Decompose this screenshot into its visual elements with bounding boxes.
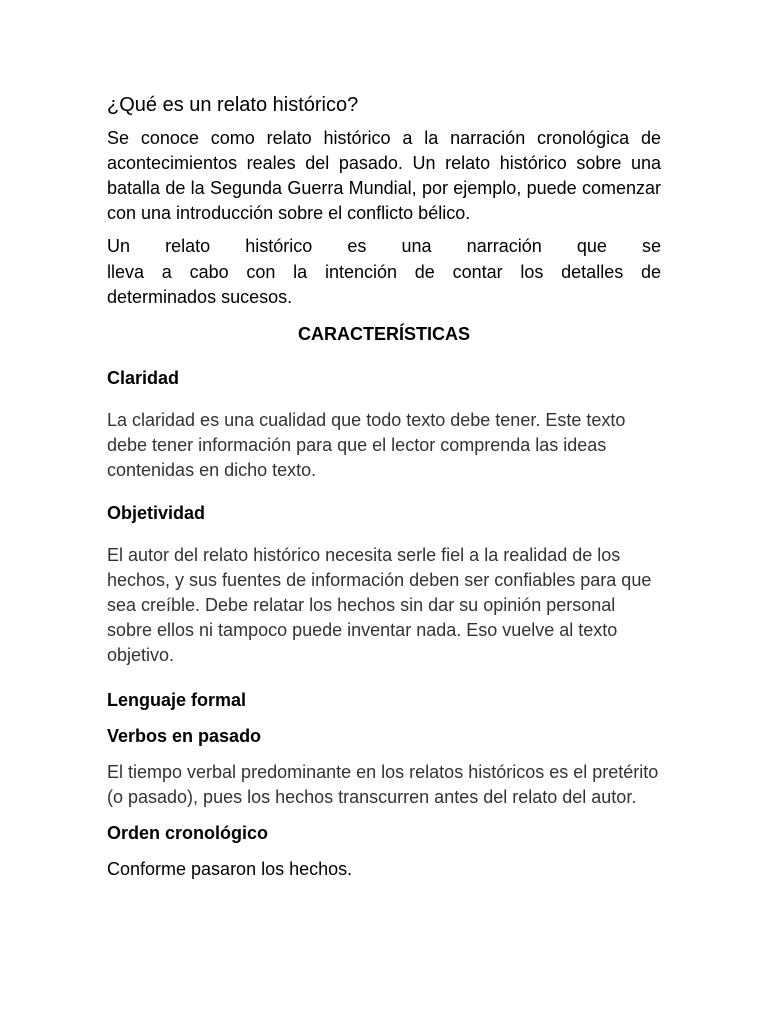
section-text-objetividad: El autor del relato histórico necesita serle fiel a la realidad de los hechos, y sus fuentes de información deben ser confiables para que sea creíble. Debe relatar los hechos sin dar su opinión personal sobre ellos ni tampoco puede inventar nada. Eso vuelve al texto objetivo. xyxy=(107,544,652,665)
intro-paragraph-2 xyxy=(107,234,661,311)
section-text-orden: Conforme pasaron los hechos. xyxy=(107,858,353,879)
intro-paragraph-1: Se conoce como relato histórico a la narración cronológica de acontecimientos reales del pasado. Un relato histórico sobre una batalla de la Segunda Guerra Mundial, por ejemplo, puede comenzar con una introducción sobre el conflicto bélico. xyxy=(107,128,661,223)
characteristics-heading: CARACTERÍSTICAS xyxy=(297,323,470,344)
page-title: ¿Qué es un relato histórico? xyxy=(107,94,359,116)
intro-paragraph-2-line-3: determinados sucesos. xyxy=(107,287,293,307)
section-text-claridad: La claridad es una cualidad que todo texto debe tener. Este texto debe tener información para que el lector comprenda las ideas contenidas en dicho texto. xyxy=(107,409,626,480)
intro-paragraph-2-line-2: lleva a cabo con la intención de contar los detalles de xyxy=(107,261,661,282)
intro-paragraph-2-line-1: Un relato histórico es una narración que se xyxy=(107,236,661,256)
section-heading-lenguaje: Lenguaje formal xyxy=(107,689,247,710)
section-heading-claridad: Claridad xyxy=(107,367,180,388)
section-heading-objetividad: Objetividad xyxy=(107,502,206,523)
section-heading-orden: Orden cronológico xyxy=(107,822,269,843)
section-heading-verbos: Verbos en pasado xyxy=(107,725,262,746)
section-text-verbos: El tiempo verbal predominante en los relatos históricos es el pretérito (o pasado), pues los hechos transcurren antes del relato del autor. xyxy=(107,761,659,807)
document-page xyxy=(107,90,661,882)
